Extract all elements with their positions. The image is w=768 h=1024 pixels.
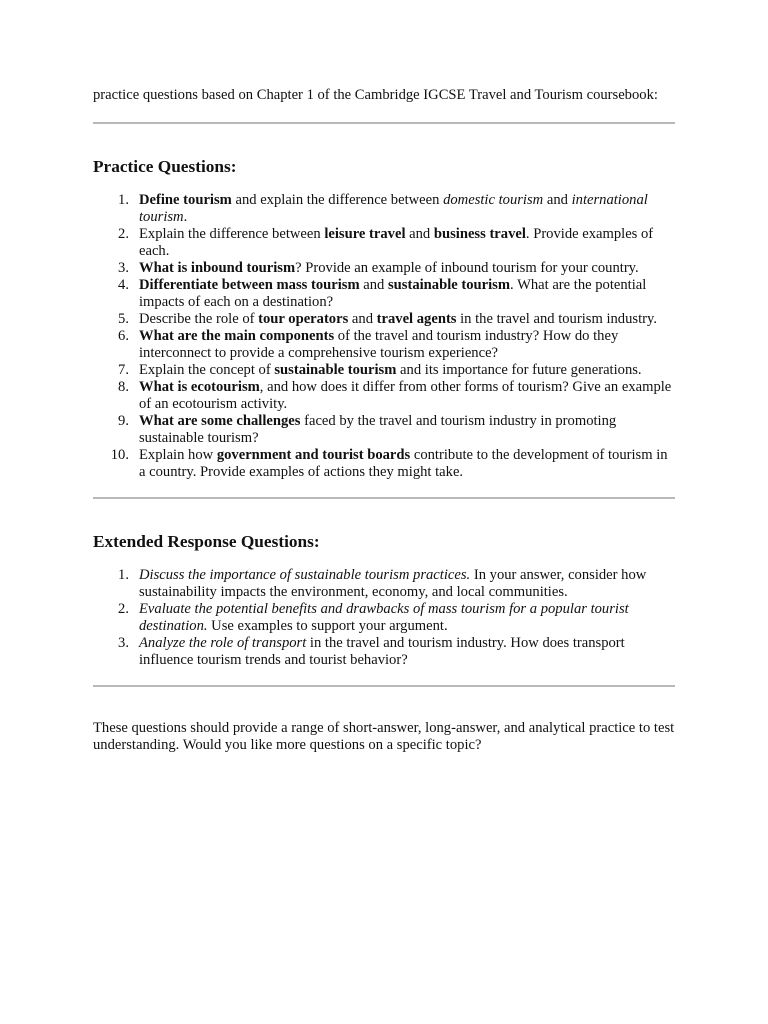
bold-text: government and tourist boards xyxy=(216,447,411,463)
list-item xyxy=(93,192,675,226)
bold-text: Define tourism xyxy=(139,192,232,208)
practice-questions-heading: Practice Questions: xyxy=(93,157,237,176)
question-text: and xyxy=(543,192,572,208)
question-text: and xyxy=(405,226,434,242)
list-item xyxy=(93,277,675,311)
question-text: Explain how xyxy=(139,447,217,463)
list-item-number: 10. xyxy=(110,447,129,463)
extended-response-heading: Extended Response Questions: xyxy=(93,532,320,551)
italic-text: domestic tourism xyxy=(443,192,544,208)
bold-text: sustainable tourism xyxy=(274,362,397,378)
practice-questions-list xyxy=(93,192,675,481)
question-text: and explain the difference between xyxy=(231,192,444,208)
question-text: and xyxy=(359,277,388,293)
question-text: Describe the role of xyxy=(139,311,259,327)
list-item-number: 5. xyxy=(118,311,129,327)
list-item xyxy=(93,413,675,447)
list-item xyxy=(93,362,675,379)
bold-text: business travel xyxy=(433,226,526,242)
question-text: of the travel and tourism industry? How do they interconnect to provide a comprehensive tourism experience? xyxy=(139,328,619,361)
horizontal-rule xyxy=(93,122,675,124)
closing-paragraph: These questions should provide a range of short-answer, long-answer, and analytical practice to test understanding. Would you like more questions on a specific topic? xyxy=(93,720,675,753)
question-text: Use examples to support your argument. xyxy=(207,618,448,634)
italic-text: Evaluate the potential benefits and drawbacks of mass tourism for a popular tourist destination. xyxy=(139,601,629,634)
question-text: Explain the difference between xyxy=(139,226,325,242)
list-item-number: 4. xyxy=(118,277,129,293)
list-item xyxy=(93,601,675,635)
question-text: . xyxy=(183,209,188,225)
question-text: and its importance for future generations. xyxy=(396,362,642,378)
question-text: in the travel and tourism industry. xyxy=(456,311,657,327)
list-item xyxy=(93,260,675,277)
extended-response-list xyxy=(93,567,675,669)
intro-paragraph: practice questions based on Chapter 1 of the Cambridge IGCSE Travel and Tourism coursebook: xyxy=(93,87,658,103)
list-item xyxy=(93,635,675,669)
question-text: In your answer, consider how sustainability impacts the environment, economy, and local communities. xyxy=(139,567,647,600)
bold-text: What are the main components xyxy=(139,328,335,344)
list-item-number: 6. xyxy=(118,328,129,344)
bold-text: What is inbound tourism xyxy=(139,260,296,276)
list-item xyxy=(93,447,675,481)
question-text: contribute to the development of tourism in a country. Provide examples of actions they might take. xyxy=(139,447,668,480)
bold-text: leisure travel xyxy=(324,226,406,242)
question-text: Explain the concept of xyxy=(139,362,275,378)
list-item xyxy=(93,311,675,328)
question-text: in the travel and tourism industry. How does transport influence tourism trends and tourist behavior? xyxy=(139,635,625,668)
question-text: , and how does it differ from other forms of tourism? Give an example of an ecotourism activity. xyxy=(139,379,672,412)
list-item xyxy=(93,328,675,362)
bold-text: What are some challenges xyxy=(139,413,301,429)
list-item-number: 7. xyxy=(118,362,129,378)
question-text: . What are the potential impacts of each on a destination? xyxy=(139,277,647,310)
bold-text: tour operators xyxy=(258,311,349,327)
list-item-number: 3. xyxy=(118,260,129,276)
italic-text: Discuss the importance of sustainable tourism practices. xyxy=(139,567,471,583)
italic-text: Analyze the role of transport xyxy=(139,635,307,651)
list-item xyxy=(93,567,675,601)
horizontal-rule xyxy=(93,497,675,499)
list-item-number: 2. xyxy=(118,601,129,617)
bold-text: travel agents xyxy=(376,311,457,327)
bold-text: What is ecotourism xyxy=(139,379,260,395)
list-item-number: 3. xyxy=(118,635,129,651)
list-item-number: 9. xyxy=(118,413,129,429)
list-item-number: 2. xyxy=(118,226,129,242)
list-item-number: 8. xyxy=(118,379,129,395)
document-body xyxy=(93,87,675,754)
question-text: . Provide examples of each. xyxy=(139,226,654,259)
list-item xyxy=(93,379,675,413)
horizontal-rule xyxy=(93,685,675,687)
italic-text: international tourism xyxy=(139,192,648,225)
question-text: and xyxy=(348,311,377,327)
list-item xyxy=(93,226,675,260)
bold-text: sustainable tourism xyxy=(387,277,511,293)
list-item-number: 1. xyxy=(118,192,129,208)
bold-text: Differentiate between mass tourism xyxy=(139,277,360,293)
question-text: ? Provide an example of inbound tourism for your country. xyxy=(295,260,639,276)
question-text: faced by the travel and tourism industry in promoting sustainable tourism? xyxy=(139,413,617,446)
list-item-number: 1. xyxy=(118,567,129,583)
